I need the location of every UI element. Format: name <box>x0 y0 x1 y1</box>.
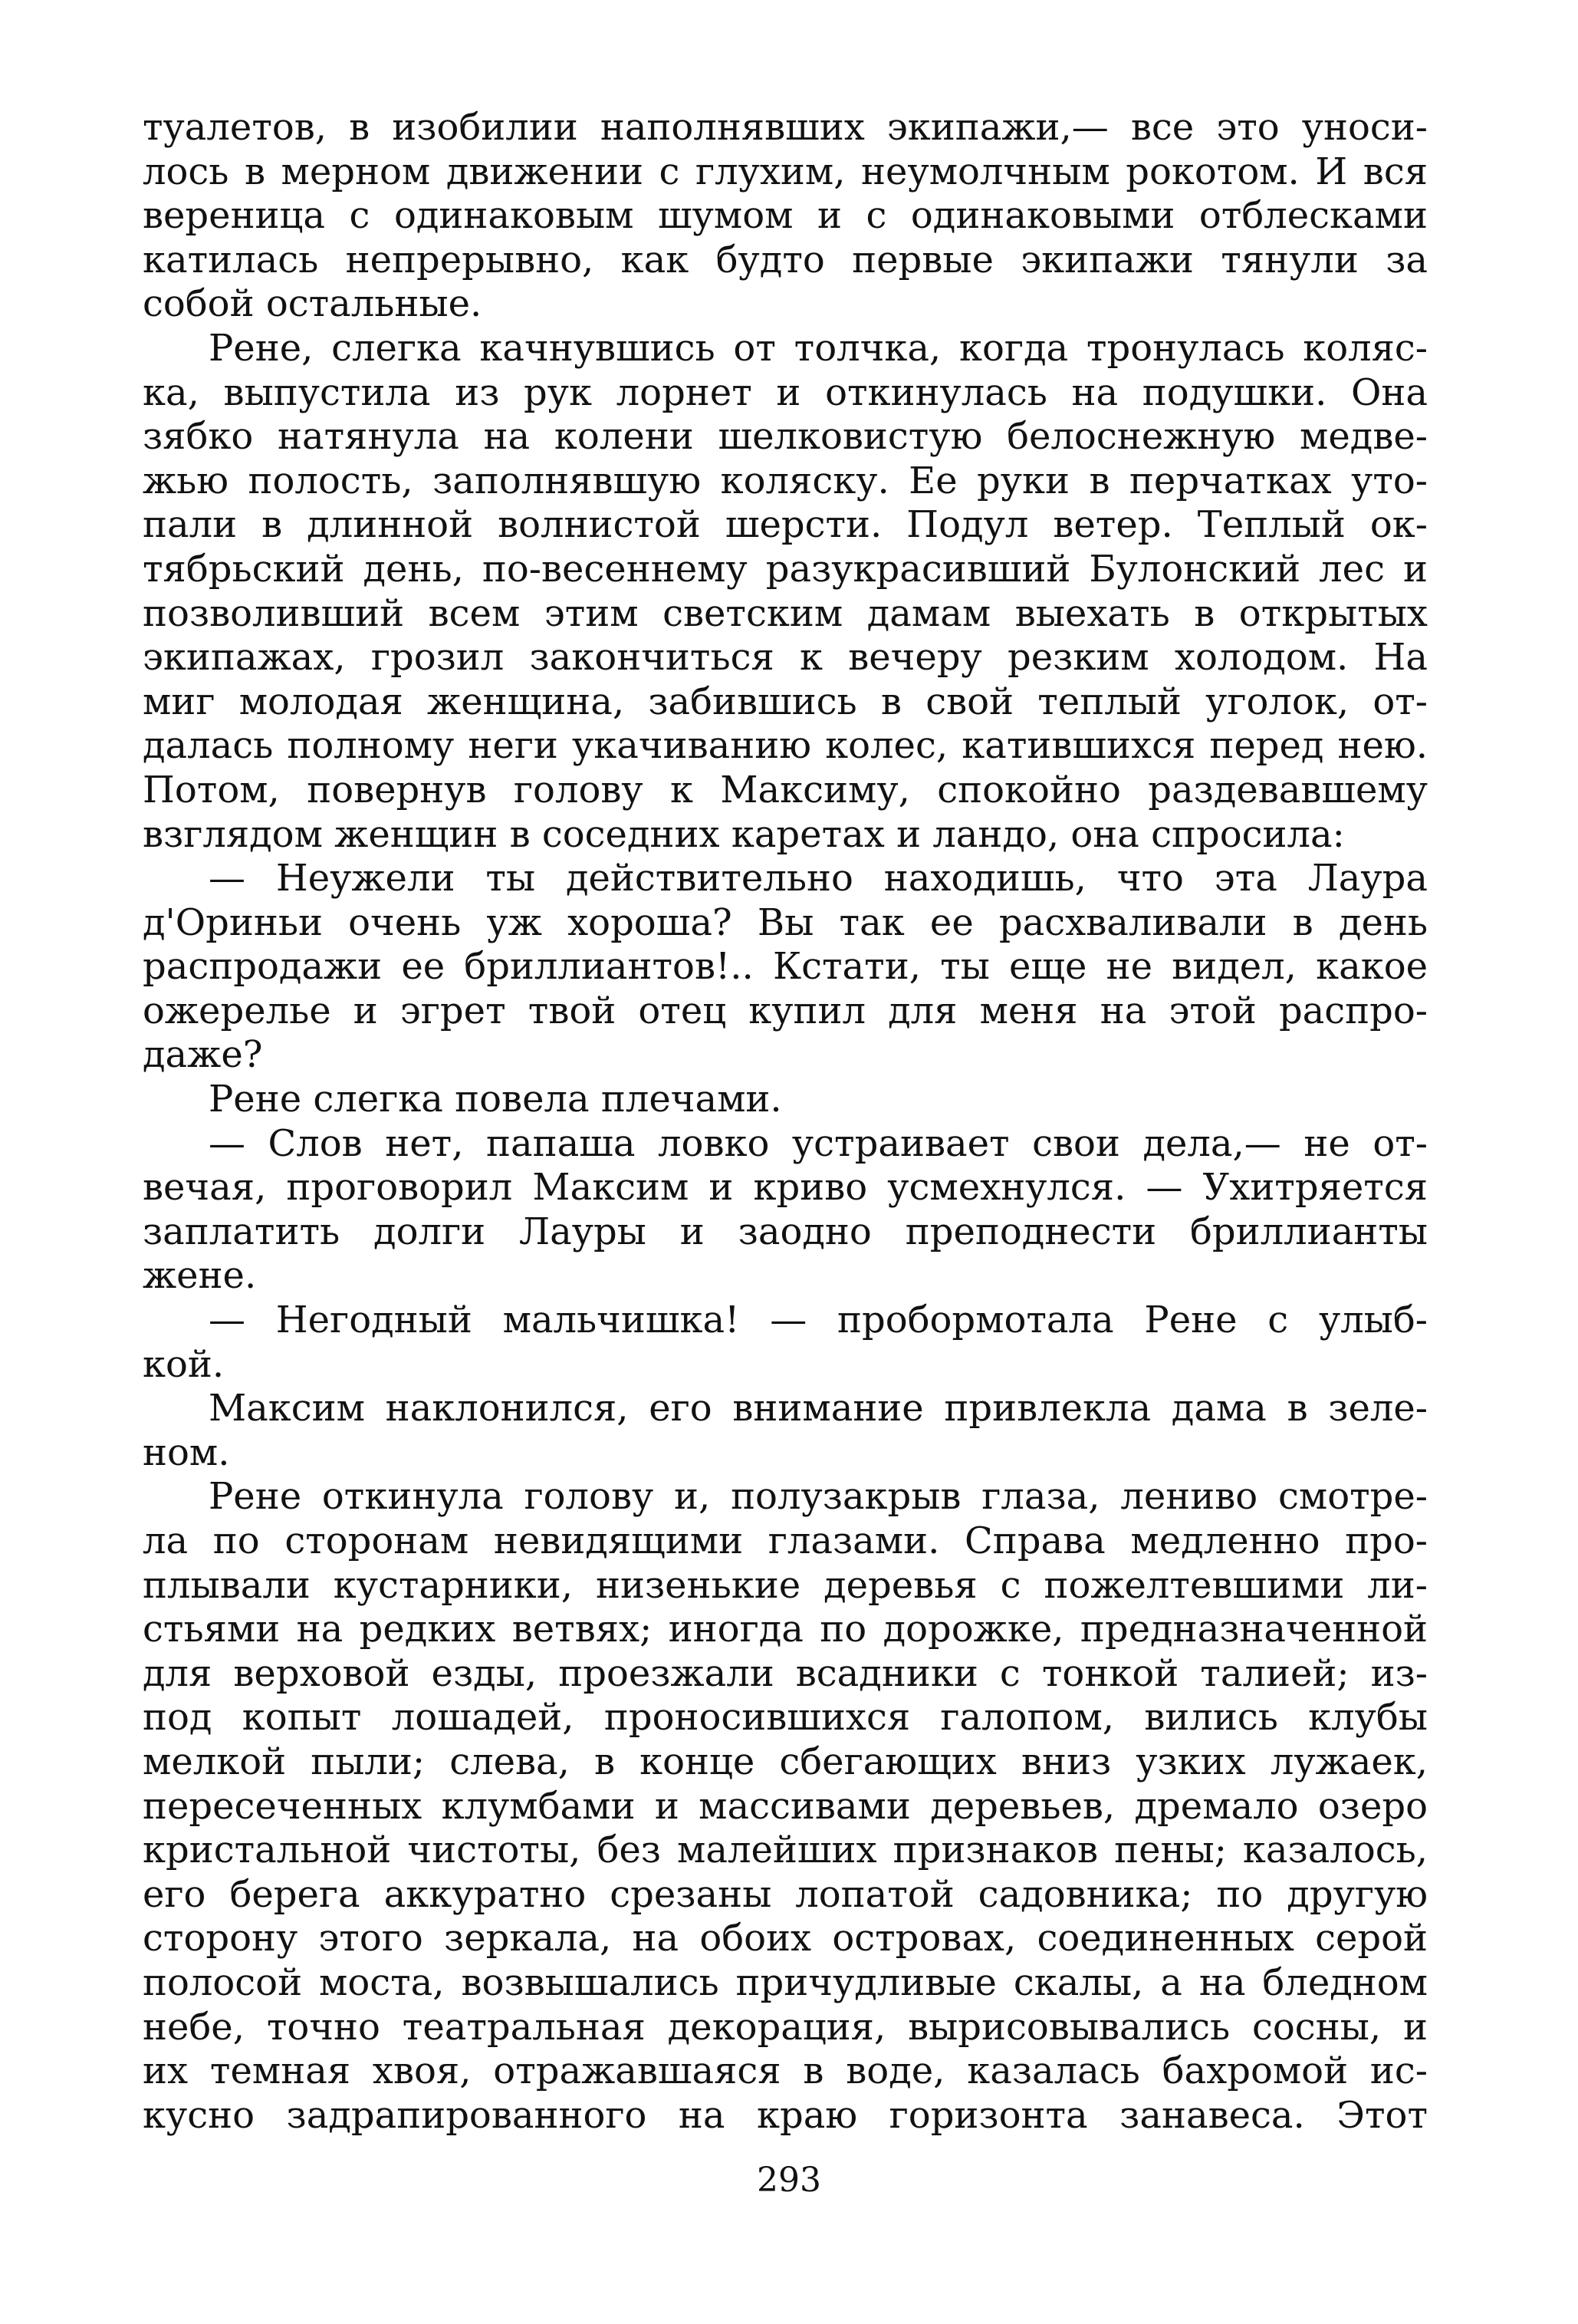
paragraph <box>143 1387 1428 1475</box>
text-line: зябко натянула на колени шелковистую белоснежную медве- <box>143 415 1428 459</box>
text-line: Максим наклонился, его внимание привлекла дама в зеле- <box>209 1387 1428 1430</box>
text-line: пали в длинной волнистой шерсти. Подул ветер. Теплый ок- <box>143 503 1428 547</box>
text-line: плывали кустарники, низенькие деревья с пожелтевшими ли- <box>143 1563 1428 1607</box>
text-line: под копыт лошадей, проносившихся галопом, вились клубы <box>143 1696 1428 1740</box>
text-line: катилась непрерывно, как будто первые экипажи тянули за <box>143 238 1428 281</box>
text-line: Рене откинула голову и, полузакрыв глаза, лениво смотре- <box>209 1475 1428 1519</box>
text-line: туалетов, в изобилии наполнявших экипажи,— все это уноси- <box>143 106 1428 149</box>
text-line: — Негодный мальчишка! — пробормотала Рене с улыб- <box>209 1299 1428 1342</box>
text-line: пересеченных клумбами и массивами деревьев, дремало озеро <box>143 1784 1428 1828</box>
text-line: тябрьский день, по-весеннему разукрасивший Булонский лес и <box>143 547 1428 591</box>
text-line: ла по сторонам невидящими глазами. Справа медленно про- <box>143 1519 1428 1562</box>
paragraph <box>143 1078 1428 1122</box>
text-line: миг молодая женщина, забившись в свой теплый уголок, от- <box>143 680 1428 723</box>
text-line: кристальной чистоты, без малейших признаков пены; казалось, <box>143 1829 1428 1872</box>
text-line: мелкой пыли; слева, в конце сбегающих вниз узких лужаек, <box>143 1740 1428 1783</box>
text-line: распродажи ее бриллиантов!.. Кстати, ты еще не видел, какое <box>143 945 1428 989</box>
text-line: взглядом женщин в соседних каретах и ландо, она спросила: <box>143 812 1345 856</box>
text-line: далась полному неги укачиванию колес, катившихся перед нею. <box>143 724 1428 768</box>
text-line: жене. <box>143 1254 257 1298</box>
text-line: вереница с одинаковым шумом и с одинаковыми отблесками <box>143 194 1428 238</box>
text-line: экипажах, грозил закончиться к вечеру резким холодом. На <box>143 636 1428 680</box>
paragraph <box>143 1122 1428 1299</box>
text-line: — Слов нет, папаша ловко устраивает свои дела,— не от- <box>209 1121 1428 1165</box>
paragraph <box>143 106 1428 327</box>
text-line: стьями на редких ветвях; иногда по дорожке, предназначенной <box>143 1608 1428 1651</box>
text-line: для верховой езды, проезжали всадники с тонкой талией; из- <box>143 1651 1428 1695</box>
text-line: сторону этого зеркала, на обоих островах, соединенных серой <box>143 1917 1428 1960</box>
text-line: лось в мерном движении с глухим, неумолчным рокотом. И вся <box>143 150 1428 193</box>
body-text <box>143 106 1428 2138</box>
page-number: 293 <box>757 2161 821 2200</box>
paragraph <box>143 327 1428 857</box>
paragraph <box>143 1299 1428 1387</box>
text-line: вечая, проговорил Максим и криво усмехнулся. — Ухитряется <box>143 1166 1428 1210</box>
text-line: его берега аккуратно срезаны лопатой садовника; по другую <box>143 1872 1428 1916</box>
text-line: Потом, повернув голову к Максиму, спокойно раздевавшему <box>143 768 1428 811</box>
text-line: жью полость, заполнявшую коляску. Ее руки в перчатках уто- <box>143 459 1428 502</box>
text-line: д'Ориньи очень уж хороша? Вы так ее расхваливали в день <box>143 900 1428 944</box>
paragraph <box>143 857 1428 1078</box>
text-line: заплатить долги Лауры и заодно преподнести бриллианты <box>143 1210 1428 1253</box>
text-line: небе, точно театральная декорация, вырисовывались сосны, и <box>143 2005 1428 2049</box>
text-line: Рене слегка повела плечами. <box>209 1078 782 1121</box>
text-line: их темная хвоя, отражавшаяся в воде, казалась бахромой ис- <box>143 2049 1428 2093</box>
text-line: даже? <box>143 1033 263 1077</box>
text-line: позволивший всем этим светским дамам выехать в открытых <box>143 591 1428 635</box>
text-line: собой остальные. <box>143 282 482 326</box>
text-line: ном. <box>143 1430 230 1474</box>
text-line: Рене, слегка качнувшись от толчка, когда тронулась коляс- <box>209 326 1428 370</box>
text-line: ожерелье и эгрет твой отец купил для меня на этой распро- <box>143 989 1428 1032</box>
paragraph <box>143 1475 1428 2138</box>
text-line: кусно задрапированного на краю горизонта занавеса. Этот <box>143 2093 1428 2137</box>
text-line: — Неужели ты действительно находишь, что эта Лаура <box>209 857 1428 900</box>
text-line: кой. <box>143 1342 225 1386</box>
text-line: ка, выпустила из рук лорнет и откинулась на подушки. Она <box>143 370 1428 414</box>
text-line: полосой моста, возвышались причудливые скалы, а на бледном <box>143 1960 1428 2004</box>
